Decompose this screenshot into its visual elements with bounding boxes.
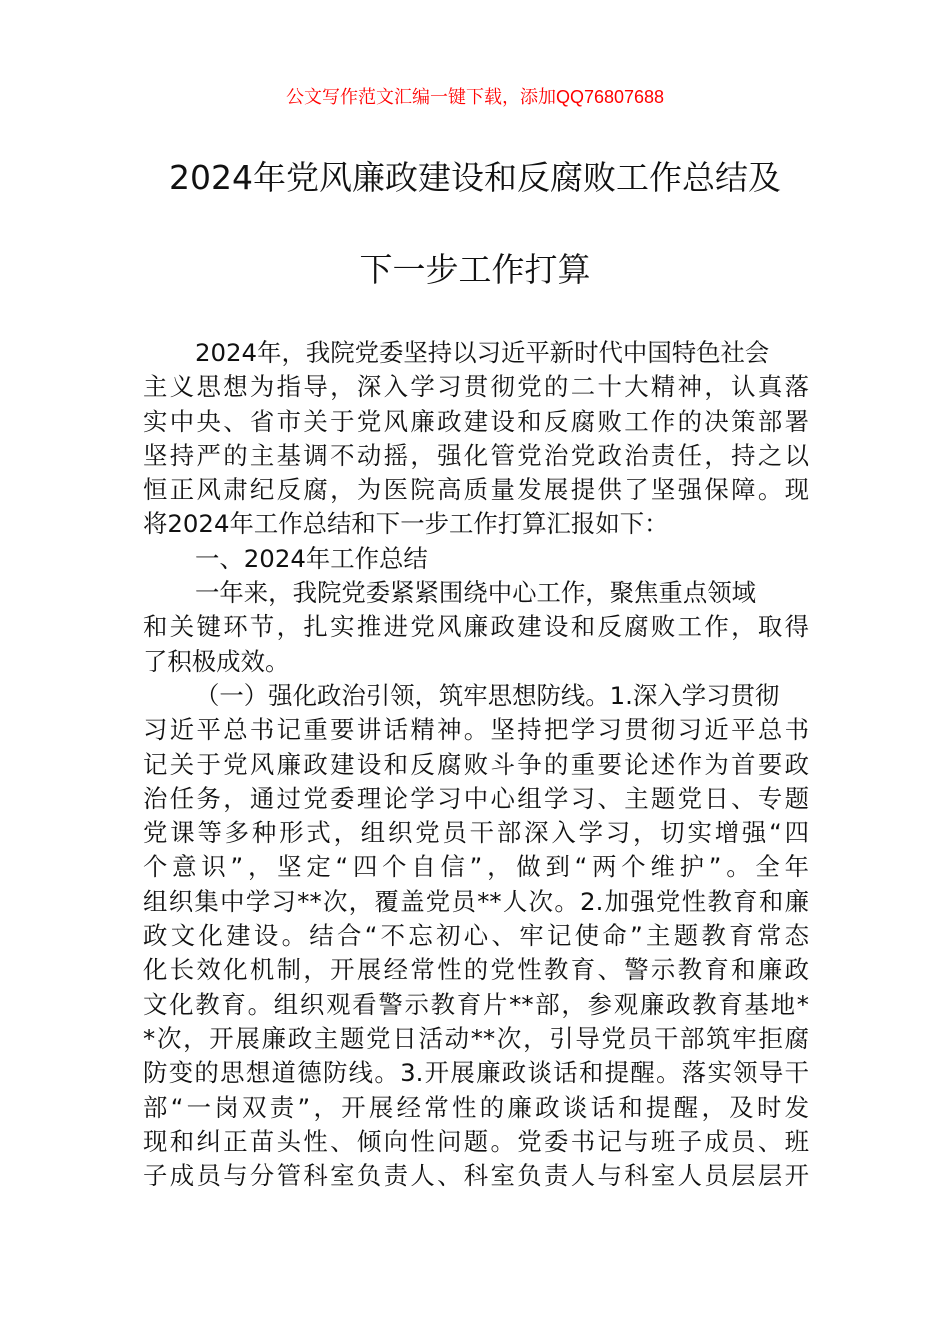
body-line: 记关于党风廉政建设和反腐败斗争的重要论述作为首要政 [143, 749, 809, 779]
document-title-line-1: 2024年党风廉政建设和反腐败工作总结及 [169, 158, 781, 197]
body-line: （一）强化政治引领，筑牢思想防线。1.深入学习贯彻 [195, 680, 780, 710]
body-line: 2024年，我院党委坚持以习近平新时代中国特色社会 [195, 338, 770, 367]
body-line: 组织集中学习**次，覆盖党员**人次。2.加强党性教育和廉 [143, 886, 809, 916]
body-line: 防变的思想道德防线。3.开展廉政谈话和提醒。落实领导干 [143, 1058, 809, 1088]
document-body [143, 336, 809, 1193]
document-title-line-2: 下一步工作打算 [359, 250, 591, 289]
body-line: 了积极成效。 [143, 646, 290, 676]
body-line: 治任务，通过党委理论学习中心组学习、主题党日、专题 [143, 783, 809, 813]
body-line: 党课等多种形式，组织党员干部深入学习，切实增强“四 [143, 818, 809, 848]
body-line: 恒正风肃纪反腐，为医院高质量发展提供了坚强保障。现 [143, 475, 809, 505]
body-line: 文化教育。组织观看警示教育片**部，参观廉政教育基地* [143, 989, 809, 1019]
body-line: *次，开展廉政主题党日活动**次，引导党员干部筑牢拒腐 [143, 1023, 809, 1053]
body-line: 政文化建设。结合“不忘初心、牢记使命”主题教育常态 [143, 921, 809, 951]
section-heading: 一、2024年工作总结 [195, 543, 428, 573]
body-line: 一年来，我院党委紧紧围绕中心工作，聚焦重点领域 [195, 578, 756, 608]
body-line: 化长效化机制，开展经常性的党性教育、警示教育和廉政 [143, 955, 809, 985]
body-line: 部“一岗双责”，开展经常性的廉政谈话和提醒，及时发 [143, 1092, 809, 1122]
body-line: 子成员与分管科室负责人、科室负责人与科室人员层层开 [143, 1161, 809, 1191]
body-line: 将2024年工作总结和下一步工作打算汇报如下： [143, 509, 669, 539]
body-line: 坚持严的主基调不动摇，强化管党治党政治责任，持之以 [143, 440, 809, 470]
body-line: 个意识”，坚定“四个自信”，做到“两个维护”。全年 [143, 852, 809, 882]
body-line: 主义思想为指导，深入学习贯彻党的二十大精神，认真落 [143, 372, 809, 402]
body-line: 现和纠正苗头性、倾向性问题。党委书记与班子成员、班 [143, 1126, 809, 1156]
body-line: 实中央、省市关于党风廉政建设和反腐败工作的决策部署 [143, 406, 809, 436]
download-banner: 公文写作范文汇编一键下载，添加QQ76807688 [285, 87, 665, 107]
body-line: 习近平总书记重要讲话精神。坚持把学习贯彻习近平总书 [143, 715, 809, 745]
body-line: 和关键环节，扎实推进党风廉政建设和反腐败工作，取得 [143, 612, 809, 642]
